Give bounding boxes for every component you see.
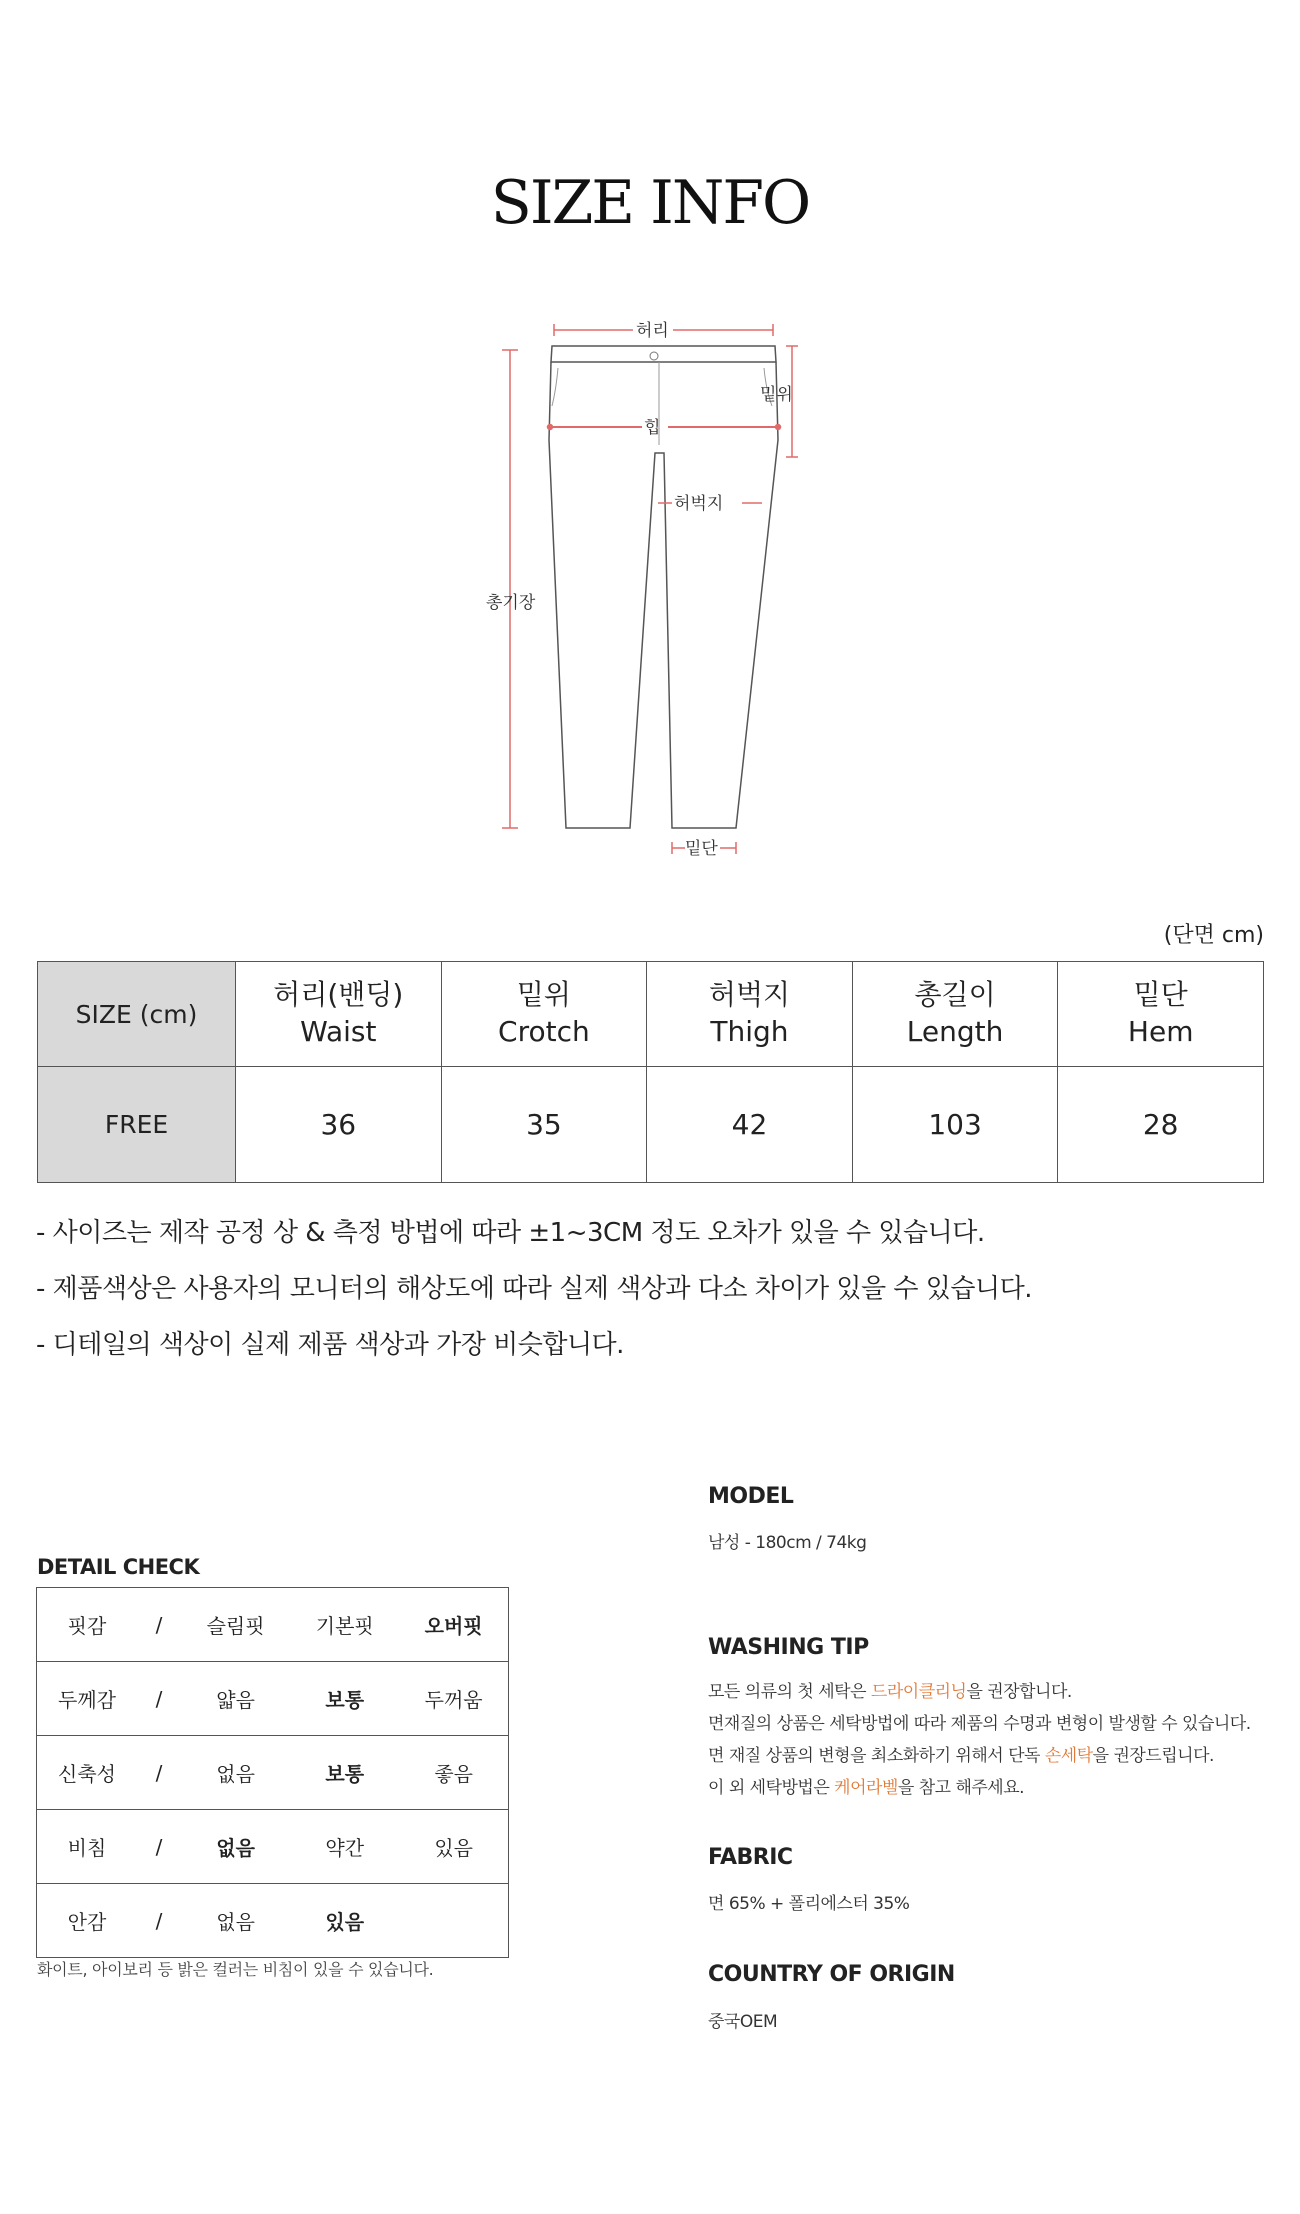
value-cell-crotch: 35 [441, 1067, 647, 1183]
header-waist-en: Waist [300, 1015, 377, 1048]
detail-row-stretch [37, 1736, 509, 1810]
detail-option: 기본핏 [290, 1588, 399, 1662]
size-cell: FREE [38, 1067, 236, 1183]
detail-option: 얇음 [181, 1662, 290, 1736]
origin-heading: COUNTRY OF ORIGIN [708, 1962, 955, 1987]
detail-separator: / [137, 1662, 181, 1736]
header-crotch [441, 962, 647, 1067]
origin-text: 중국OEM [708, 2012, 778, 2032]
header-hem-en: Hem [1127, 1015, 1194, 1048]
header-hem [1058, 962, 1264, 1067]
detail-row-thickness [37, 1662, 509, 1736]
detail-label: 두께감 [37, 1662, 138, 1736]
detail-row-lining [37, 1884, 509, 1958]
detail-row-fit [37, 1588, 509, 1662]
detail-check-heading: DETAIL CHECK [37, 1555, 200, 1579]
detail-label: 안감 [37, 1884, 138, 1958]
pants-outline [549, 346, 778, 828]
detail-option: 없음 [181, 1884, 290, 1958]
value-cell-hem: 28 [1058, 1067, 1264, 1183]
detail-option: 좋음 [399, 1736, 508, 1810]
measure-lines [502, 324, 798, 854]
header-thigh-ko: 허벅지 [708, 978, 791, 1012]
value-cell-waist: 36 [236, 1067, 442, 1183]
header-thigh-en: Thigh [710, 1015, 789, 1048]
label-waist: 허리 [636, 321, 669, 341]
header-waist [236, 962, 442, 1067]
header-length-en: Length [906, 1015, 1004, 1048]
detail-separator: / [137, 1810, 181, 1884]
value-cell-length: 103 [852, 1067, 1058, 1183]
detail-option-selected: 보통 [290, 1662, 399, 1736]
note-detail-color: - 디테일의 색상이 실제 제품 색상과 가장 비슷합니다. [36, 1330, 624, 1360]
detail-label: 핏감 [37, 1588, 138, 1662]
model-text: 남성 - 180cm / 74kg [708, 1533, 867, 1553]
pants-diagram [440, 300, 860, 870]
label-thigh: 허벅지 [674, 494, 724, 514]
size-table-header-row [38, 962, 1264, 1067]
header-hem-ko: 밑단 [1133, 978, 1188, 1012]
page-title: SIZE INFO [490, 168, 810, 238]
header-crotch-en: Crotch [498, 1015, 590, 1048]
size-table [37, 961, 1264, 1183]
highlight-hand-wash: 손세탁 [1044, 1746, 1093, 1766]
model-heading: MODEL [708, 1484, 794, 1509]
note-size-tolerance: - 사이즈는 제작 공정 상 & 측정 방법에 따라 ±1~3CM 정도 오차가 있을 수 있습니다. [36, 1218, 985, 1248]
washing-tip-heading: WASHING TIP [708, 1635, 869, 1660]
header-length-ko: 총길이 [914, 978, 996, 1012]
header-size [38, 962, 236, 1067]
washing-tip-text [708, 1676, 1251, 1804]
washing-line-3: 면 재질 상품의 변형을 최소화하기 위해서 단독 손세탁을 권장드립니다. [708, 1746, 1214, 1766]
label-crotch: 밑위 [760, 385, 793, 405]
fabric-text: 면 65% + 폴리에스터 35% [708, 1894, 910, 1914]
washing-line-1: 모든 의류의 첫 세탁은 드라이클리닝을 권장합니다. [708, 1682, 1072, 1702]
detail-separator: / [137, 1588, 181, 1662]
detail-check-table [36, 1587, 509, 1958]
detail-separator: / [137, 1736, 181, 1810]
detail-check-footnote: 화이트, 아이보리 등 밝은 컬러는 비침이 있을 수 있습니다. [37, 1960, 434, 1979]
highlight-dry-cleaning: 드라이클리닝 [870, 1682, 967, 1702]
highlight-care-label: 케어라벨 [834, 1778, 898, 1798]
washing-line-4: 이 외 세탁방법은 케어라벨을 참고 해주세요. [708, 1778, 1025, 1798]
header-thigh [647, 962, 853, 1067]
detail-option-selected: 없음 [181, 1810, 290, 1884]
detail-option-selected: 있음 [290, 1884, 399, 1958]
header-length [852, 962, 1058, 1067]
detail-label: 비침 [37, 1810, 138, 1884]
detail-option: 슬림핏 [181, 1588, 290, 1662]
washing-line-2: 면재질의 상품은 세탁방법에 따라 제품의 수명과 변형이 발생할 수 있습니다. [708, 1714, 1251, 1734]
detail-row-sheerness [37, 1810, 509, 1884]
detail-label: 신축성 [37, 1736, 138, 1810]
note-monitor-color: - 제품색상은 사용자의 모니터의 해상도에 따라 실제 색상과 다소 차이가 있을 수 있습니다. [36, 1274, 1032, 1304]
detail-option-selected: 오버핏 [399, 1588, 508, 1662]
unit-note: (단면 cm) [1163, 923, 1264, 948]
detail-option: 약간 [290, 1810, 399, 1884]
detail-separator: / [137, 1884, 181, 1958]
detail-option: 두꺼움 [399, 1662, 508, 1736]
value-cell-thigh: 42 [647, 1067, 853, 1183]
header-waist-ko: 허리(밴딩) [273, 978, 404, 1012]
detail-option: 없음 [181, 1736, 290, 1810]
header-crotch-ko: 밑위 [516, 978, 571, 1012]
detail-option [399, 1884, 508, 1958]
label-hip: 힙 [644, 418, 661, 438]
label-hem: 밑단 [685, 839, 718, 859]
table-row [38, 1067, 1264, 1183]
detail-option: 있음 [399, 1810, 508, 1884]
detail-option-selected: 보통 [290, 1736, 399, 1810]
label-length: 총기장 [486, 593, 536, 613]
header-size-label: SIZE (cm) [75, 999, 198, 1029]
fabric-heading: FABRIC [708, 1845, 793, 1870]
